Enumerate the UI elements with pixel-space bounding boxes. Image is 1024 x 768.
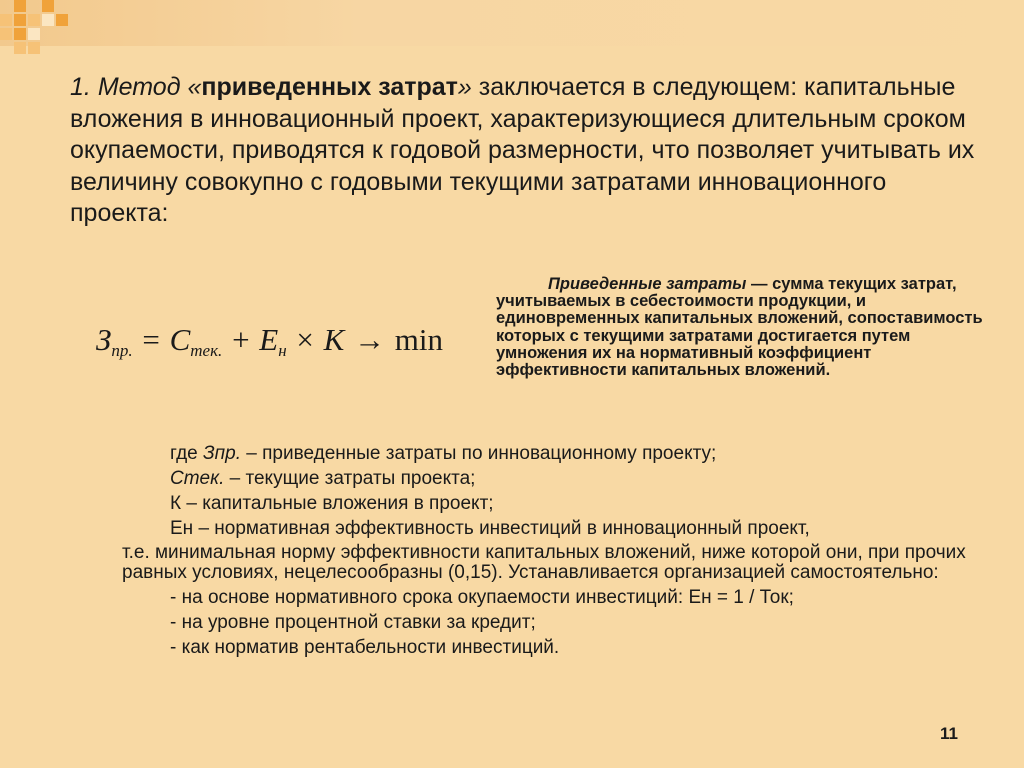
legend-item-zpr — [122, 444, 972, 464]
method-word: Метод — [97, 73, 181, 101]
legend-stek-text: – текущие затраты проекта; — [224, 468, 476, 489]
cost-formula — [96, 322, 443, 361]
formula-e: Е — [259, 322, 279, 357]
method-description: заключается в следующем: капитальные вложения в инновационный проект, характеризующиеся длительным сроком окупаемости, приводятся к годовой размерности, что позволяет учитывать их величину совокупно с годовыми текущими затратами инновационного проекта: — [70, 73, 975, 227]
legend-item-k: К – капитальные вложения в проект; — [170, 493, 494, 514]
legend-list-item: - на основе нормативного срока окупаемости инвестиций: Ен = 1 / Ток; — [170, 587, 794, 608]
formula-min: min — [394, 322, 443, 357]
legend-zpr-text: – приведенные затраты по инновационному проекту; — [240, 443, 717, 464]
formula-equals: = — [142, 322, 160, 357]
formula-arrow: → — [354, 322, 385, 357]
formula-c: С — [169, 322, 191, 357]
method-number: 1. — [70, 73, 91, 101]
legend-item-en: Ен – нормативная эффективность инвестиций в инновационный проект, — [170, 518, 810, 539]
formula-c-sub: тек. — [190, 341, 223, 360]
formula-z: З — [96, 322, 112, 357]
formula-legend — [122, 444, 972, 663]
definition-text: — сумма текущих затрат, учитываемых в себестоимости продукции, и единовременных капитальных вложений, сопоставимость которых с текущими затратами достигается путем умножения их на нормативный коэффициент эффективности капитальных вложений. — [496, 275, 983, 380]
definition-term: Приведенные затраты — [548, 275, 747, 293]
definition-block — [496, 276, 986, 379]
formula-times: × — [296, 322, 314, 357]
legend-item-en-continued: т.е. минимальная норму эффективности капитальных вложений, ниже которой они, при прочих равных условиях, нецелесообразны (0,15). Устанавливается организацией самостоятельно: — [122, 542, 966, 583]
formula-k: К — [323, 322, 345, 357]
page-number: 11 — [940, 724, 958, 743]
close-quote: » — [457, 73, 472, 101]
legend-list-item: - как норматив рентабельности инвестиций. — [170, 637, 560, 658]
top-decor-band — [0, 0, 1024, 46]
method-name: приведенных затрат — [201, 73, 458, 101]
formula-e-sub: н — [278, 341, 287, 360]
legend-list-item: - на уровне процентной ставки за кредит; — [170, 612, 536, 633]
legend-stek-symbol: Стек. — [170, 468, 225, 489]
method-paragraph — [70, 72, 980, 230]
formula-plus: + — [232, 322, 250, 357]
open-quote: « — [187, 73, 202, 101]
formula-z-sub: пр. — [111, 341, 133, 360]
legend-zpr-prefix: где — [170, 443, 204, 464]
legend-item-stek — [122, 469, 972, 489]
legend-zpr-symbol: Зпр. — [203, 443, 241, 464]
